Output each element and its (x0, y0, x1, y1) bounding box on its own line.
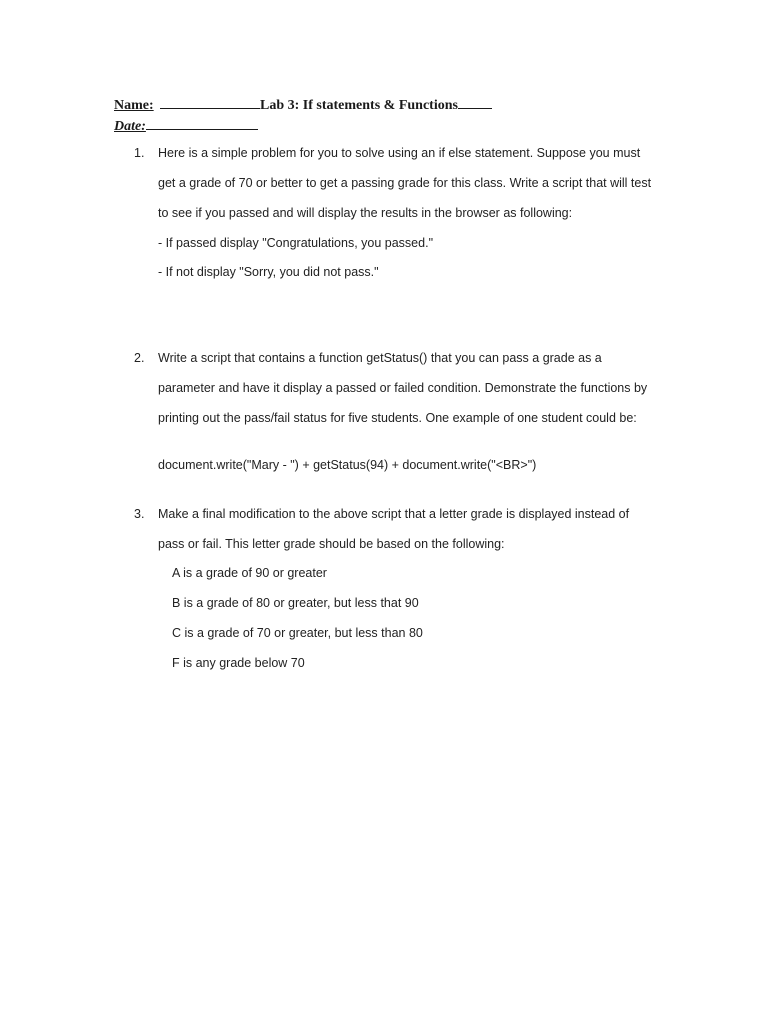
question-line: Here is a simple problem for you to solve using an if else statement. Suppose you must (158, 146, 641, 160)
name-title-line (114, 94, 492, 115)
code-example: document.write("Mary - ") + getStatus(94) + document.write("<BR>") (158, 458, 537, 472)
question-number: 2. (134, 351, 145, 365)
question-line: - If passed display "Congratulations, you passed." (158, 236, 433, 250)
date-line (114, 115, 492, 136)
title-underline-tail (458, 94, 492, 109)
grade-rule: B is a grade of 80 or greater, but less that 90 (172, 596, 419, 610)
question-line: printing out the pass/fail status for five students. One example of one student could be: (158, 411, 637, 425)
question-line: to see if you passed and will display the results in the browser as following: (158, 206, 573, 220)
question-line: Write a script that contains a function getStatus() that you can pass a grade as a (158, 351, 602, 365)
document-header (114, 94, 492, 136)
question-line: pass or fail. This letter grade should be based on the following: (158, 537, 505, 551)
grade-rule: F is any grade below 70 (172, 656, 305, 670)
question-number: 1. (134, 146, 145, 160)
question-line: - If not display "Sorry, you did not pass." (158, 265, 379, 279)
grade-rule: C is a grade of 70 or greater, but less than 80 (172, 626, 423, 640)
question-number: 3. (134, 507, 145, 521)
page-title: Lab 3: If statements & Functions (260, 98, 458, 113)
question-line: Make a final modification to the above script that a letter grade is displayed instead of (158, 507, 630, 521)
question-line: parameter and have it display a passed or failed condition. Demonstrate the functions by (158, 381, 648, 395)
name-blank (160, 94, 260, 109)
name-label: Name: (114, 98, 154, 113)
question-line: get a grade of 70 or better to get a passing grade for this class. Write a script that will test (158, 176, 652, 190)
date-label: Date: (114, 119, 146, 134)
date-blank (146, 115, 258, 130)
grade-rule: A is a grade of 90 or greater (172, 566, 327, 580)
